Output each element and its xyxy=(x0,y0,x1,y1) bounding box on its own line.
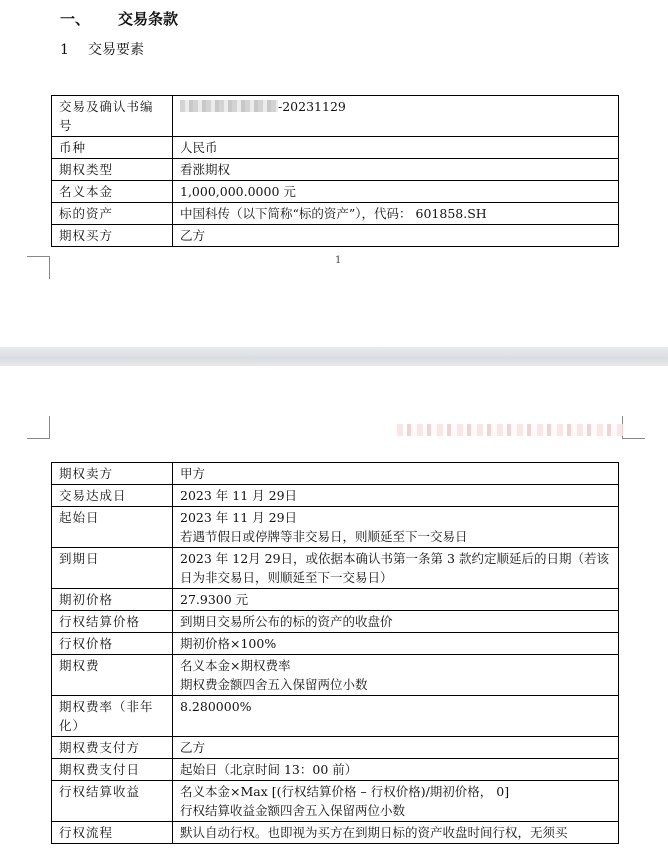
term-label: 期权费支付方 xyxy=(52,737,173,759)
term-value-line xyxy=(180,97,611,116)
table-row xyxy=(52,589,619,611)
term-label: 期初价格 xyxy=(52,589,173,611)
term-value xyxy=(173,822,619,844)
term-value-text: 起始日（北京时间 13：00 前） xyxy=(180,762,358,777)
term-value-text: 乙方 xyxy=(180,228,206,243)
term-label: 币种 xyxy=(52,137,173,159)
term-value xyxy=(173,159,619,181)
section-heading xyxy=(60,8,178,29)
term-label: 期权卖方 xyxy=(52,463,173,485)
term-value xyxy=(173,225,619,247)
term-value-line xyxy=(180,160,611,179)
term-label: 行权流程 xyxy=(52,822,173,844)
term-value-line xyxy=(180,590,611,609)
table-row xyxy=(52,822,619,844)
document-page-2 xyxy=(0,366,668,849)
term-value-text: 甲方 xyxy=(180,466,206,481)
term-value xyxy=(173,759,619,781)
term-value-text: 中国科传（以下简称“标的资产”），代码： 601858.SH xyxy=(180,206,487,221)
table-row xyxy=(52,655,619,696)
term-value xyxy=(173,181,619,203)
term-value-text: 8.280000% xyxy=(180,699,252,714)
term-label: 期权类型 xyxy=(52,159,173,181)
table-row xyxy=(52,781,619,822)
term-label: 行权结算价格 xyxy=(52,611,173,633)
subsection-number: 1 xyxy=(60,42,69,58)
term-value xyxy=(173,611,619,633)
term-value-line xyxy=(180,823,611,842)
term-value-text: 行权结算收益金额四舍五入保留两位小数 xyxy=(180,803,406,818)
term-value-line xyxy=(180,675,611,694)
term-value-text: -20231129 xyxy=(278,99,346,114)
term-value-text: 若遇节假日或停牌等非交易日，则顺延至下一交易日 xyxy=(180,529,468,544)
page-number: 1 xyxy=(335,255,342,266)
term-value xyxy=(173,781,619,822)
table-row xyxy=(52,507,619,548)
table-row xyxy=(52,137,619,159)
term-value-text: 乙方 xyxy=(180,740,206,755)
term-value-line xyxy=(180,760,611,779)
term-value-text: 1,000,000.0000 元 xyxy=(180,184,296,199)
term-label: 期权费支付日 xyxy=(52,759,173,781)
table-row xyxy=(52,463,619,485)
term-value-line xyxy=(180,634,611,653)
term-label: 起始日 xyxy=(52,507,173,548)
term-value-text: 2023 年 11 月 29日 xyxy=(180,488,298,503)
term-value-text: 期权费金额四舍五入保留两位小数 xyxy=(180,677,368,692)
term-value xyxy=(173,548,619,589)
term-value xyxy=(173,203,619,225)
table-row xyxy=(52,611,619,633)
table-row xyxy=(52,181,619,203)
table-row xyxy=(52,548,619,589)
table-row xyxy=(52,633,619,655)
term-value-text: 2023 年 12月 29日，或依据本确认书第一条第 3 款约定顺延后的日期（若该日为非交易日，则顺延至下一交易日） xyxy=(180,551,609,585)
term-value-text: 人民币 xyxy=(180,140,218,155)
term-value-line xyxy=(180,508,611,527)
term-value-line xyxy=(180,527,611,546)
term-value-text: 27.9300 元 xyxy=(180,592,249,607)
table-row xyxy=(52,759,619,781)
term-label: 名义本金 xyxy=(52,181,173,203)
table-row xyxy=(52,203,619,225)
term-value xyxy=(173,633,619,655)
term-value-line xyxy=(180,464,611,483)
term-value-text: 到期日交易所公布的标的资产的收盘价 xyxy=(180,614,393,629)
table-row xyxy=(52,737,619,759)
term-value xyxy=(173,96,619,137)
term-label: 行权价格 xyxy=(52,633,173,655)
term-value xyxy=(173,655,619,696)
table-row xyxy=(52,225,619,247)
term-value xyxy=(173,485,619,507)
term-value-text: 2023 年 11 月 29日 xyxy=(180,510,298,525)
term-value xyxy=(173,463,619,485)
term-value-line xyxy=(180,801,611,820)
table-row xyxy=(52,696,619,737)
term-value xyxy=(173,507,619,548)
term-value xyxy=(173,737,619,759)
term-label: 行权结算收益 xyxy=(52,781,173,822)
term-label: 期权买方 xyxy=(52,225,173,247)
term-value xyxy=(173,137,619,159)
term-value-line xyxy=(180,204,611,223)
page-corner-mark xyxy=(27,416,50,439)
term-label: 期权费率（非年化） xyxy=(52,696,173,737)
subsection-heading xyxy=(60,39,144,59)
term-label: 到期日 xyxy=(52,548,173,589)
table-row xyxy=(52,485,619,507)
section-number: 一、 xyxy=(60,10,91,28)
term-value-line xyxy=(180,549,611,587)
term-value-line xyxy=(180,612,611,631)
table-row xyxy=(52,96,619,137)
term-label: 标的资产 xyxy=(52,203,173,225)
term-value-line xyxy=(180,738,611,757)
term-value-line xyxy=(180,182,611,201)
term-label: 交易达成日 xyxy=(52,485,173,507)
redacted-header xyxy=(397,424,625,436)
term-value xyxy=(173,589,619,611)
page-corner-mark xyxy=(27,256,50,279)
term-value-line xyxy=(180,656,611,675)
term-value-text: 默认自动行权。也即视为买方在到期日标的资产收盘时间行权，无须买 xyxy=(180,825,568,840)
term-value-line xyxy=(180,697,611,716)
term-label: 交易及确认书编号 xyxy=(52,96,173,137)
term-value-line xyxy=(180,486,611,505)
term-value-text: 期初价格×100% xyxy=(180,636,277,651)
term-label: 期权费 xyxy=(52,655,173,696)
term-value-line xyxy=(180,782,611,801)
term-value-text: 名义本金×Max [(行权结算价格 – 行权价格)/期初价格， 0] xyxy=(180,784,510,799)
subsection-title: 交易要素 xyxy=(88,42,144,58)
redacted-mark xyxy=(180,100,278,112)
table-row xyxy=(52,159,619,181)
term-value xyxy=(173,696,619,737)
page-corner-mark xyxy=(622,416,645,439)
term-value-line xyxy=(180,138,611,157)
term-value-text: 看涨期权 xyxy=(180,162,231,177)
terms-table-1 xyxy=(51,95,619,247)
term-value-text: 名义本金×期权费率 xyxy=(180,658,291,673)
page-separator xyxy=(0,347,668,366)
terms-table-2 xyxy=(51,462,619,844)
term-value-line xyxy=(180,226,611,245)
section-title: 交易条款 xyxy=(118,10,179,28)
document-page-1 xyxy=(0,0,668,347)
